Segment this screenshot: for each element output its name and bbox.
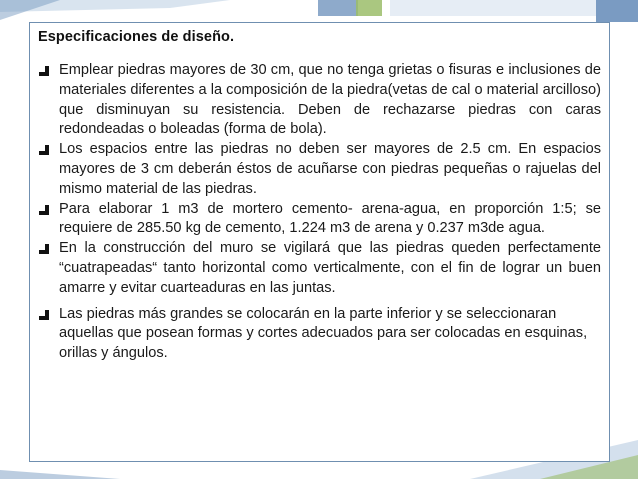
list-item-text: Los espacios entre las piedras no deben ser mayores de 2.5 cm. En espacios mayores de 3 cm deberán éstos de acuñarse con piedras pequeñas o rajuelas del mismo material de las piedras. [59,141,601,197]
list-item-text: Para elaborar 1 m3 de mortero cemento- arena-agua, en proporción 1:5; se requiere de 285.50 kg de cemento, 1.224 m3 de arena y 0.237 m3de agua. [59,200,601,237]
checkbox-square-icon [38,239,50,259]
list-item [38,140,601,199]
checkbox-square-icon [38,61,50,81]
content-frame [29,22,610,462]
list-item [38,200,601,240]
checkbox-square-icon [38,305,50,325]
list-item [38,239,601,298]
list-item-text: En la construcción del muro se vigilará que las piedras queden perfectamente “cuatrapeadas“ tanto horizontal como verticalmente, con el fin de lograr un buen amarre y evitar cuarteaduras en las juntas. [59,240,601,296]
checkbox-square-icon [38,200,50,220]
list-item-text: Emplear piedras mayores de 30 cm, que no tenga grietas o fisuras e inclusiones de materiales diferentes a la composición de la piedra(vetas de cal o material arcilloso) que disminuyan su resistencia. Deben de rechazarse piedras con caras redondeadas o boleadas (forma de bola). [59,62,601,138]
slide-title: Especificaciones de diseño. [38,29,235,45]
list-item [38,61,601,140]
list-item [38,305,601,364]
checkbox-square-icon [38,140,50,160]
list-item-text: Las piedras más grandes se colocarán en la parte inferior y se seleccionaran aquellas que posean formas y cortes adecuados para ser colocadas en esquinas, orillas y ángulos. [59,305,588,362]
